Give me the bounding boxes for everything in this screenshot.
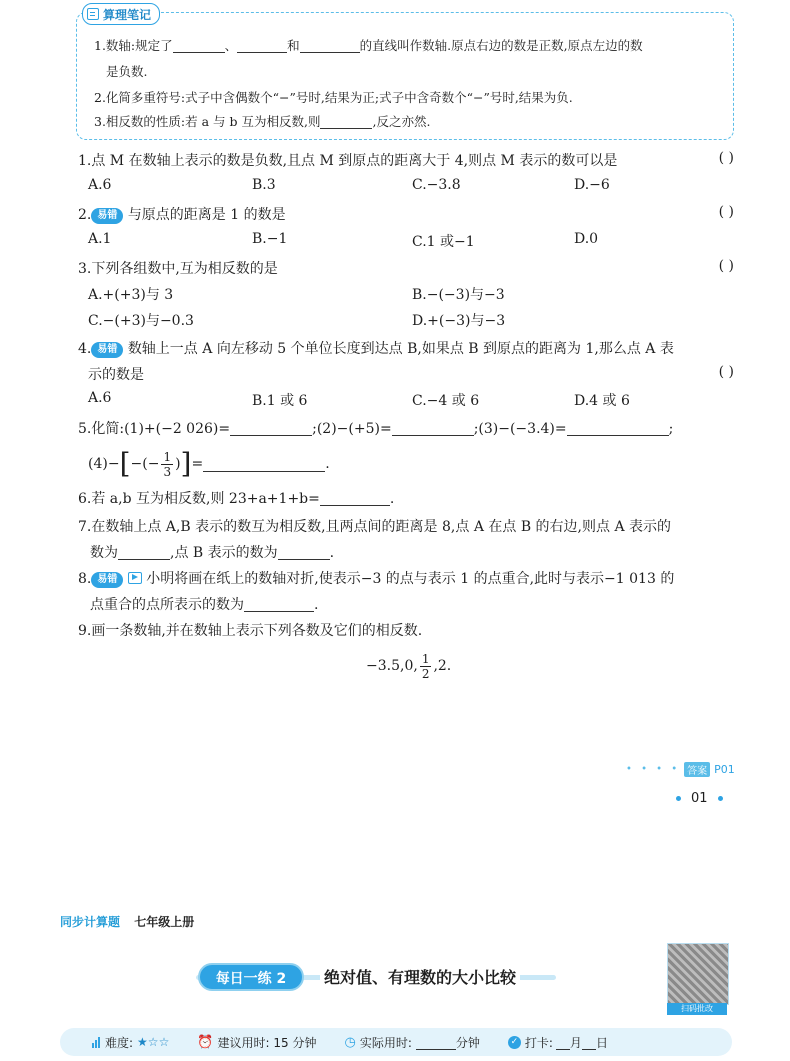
question-5-line-2: (4)− [ −(− $\frac{1}{3}$ ) ] = . bbox=[88, 447, 330, 480]
question-2 bbox=[78, 204, 738, 254]
q7-blank-2[interactable] bbox=[278, 545, 330, 560]
question-1 bbox=[78, 150, 738, 200]
note-icon bbox=[87, 8, 99, 20]
q9-fraction: $\frac{1}{2}$ bbox=[421, 651, 430, 681]
q4-option-d[interactable]: D.4 或 6 bbox=[574, 393, 630, 409]
page-number-row bbox=[676, 791, 723, 806]
answer-page: P01 bbox=[714, 763, 735, 776]
q1-stem: 1.点 M 在数轴上表示的数是负数,且点 M 到原点的距离大于 4,则点 M 表示的数可以是 bbox=[78, 153, 618, 169]
checkin-month: 月 bbox=[569, 1035, 582, 1050]
q4-option-c[interactable]: C.−4 或 6 bbox=[412, 393, 480, 409]
q6-blank[interactable] bbox=[320, 491, 390, 506]
bracket-right: ] bbox=[180, 447, 192, 480]
q5-blank-2[interactable] bbox=[392, 421, 474, 436]
q1-answer-paren[interactable]: ( ) bbox=[718, 150, 734, 166]
question-6: 6.若 a,b 互为相反数,则 23+a+1+b= . bbox=[78, 491, 395, 507]
note-line-1: 1.数轴:规定了 、 和 的直线叫作数轴.原点右边的数是正数,原点左边的数 bbox=[94, 38, 643, 53]
actual-time-input[interactable] bbox=[416, 1035, 456, 1050]
note-line-3: 3.相反数的性质:若 a 与 b 互为相反数,则 ,反之亦然. bbox=[94, 114, 431, 129]
alarm-clock-icon: ⏰ bbox=[197, 1034, 214, 1050]
q4-option-b[interactable]: B.1 或 6 bbox=[252, 393, 308, 409]
q4-number: 4. bbox=[78, 341, 92, 357]
series-header bbox=[60, 913, 194, 930]
actual-time-unit: 分钟 bbox=[455, 1035, 480, 1050]
q3-option-c[interactable]: C.−(+3)与−0.3 bbox=[88, 313, 194, 329]
question-3 bbox=[78, 258, 738, 332]
note-line-1b: 是负数. bbox=[106, 64, 148, 79]
qr-label: 扫码批改 bbox=[667, 1003, 727, 1015]
note-title-tab bbox=[82, 3, 160, 25]
check-icon: ✓ bbox=[508, 1036, 521, 1049]
question-9: 9.画一条数轴,并在数轴上表示下列各数及它们的相反数. bbox=[78, 623, 423, 639]
question-8-line-1: 8. 易错 小明将画在纸上的数轴对折,使表示−3 的点与表示 1 的点重合,此时与表示−1 013 的 bbox=[78, 571, 675, 587]
q9-numbers: −3.5,0, $\frac{1}{2}$ ,2. bbox=[366, 651, 452, 681]
question-7-line-1: 7.在数轴上点 A,B 表示的数互为相反数,且两点间的距离是 8,点 A 在点 B 的右边,则点 A 表示的 bbox=[78, 519, 672, 535]
q1-option-b[interactable]: B.3 bbox=[252, 177, 276, 193]
answer-reference[interactable] bbox=[626, 762, 735, 777]
q7-blank-1[interactable] bbox=[118, 545, 170, 560]
question-5-line-1: 5.化简:(1)+(−2 026)= ;(2)−(+5)= ;(3)−(−3.4)= ; bbox=[78, 421, 674, 437]
q3-stem: 3.下列各组数中,互为相反数的是 bbox=[78, 261, 278, 277]
checkin-label: 打卡: bbox=[524, 1035, 553, 1050]
q8-blank[interactable] bbox=[244, 597, 314, 612]
q4-option-a[interactable]: A.6 bbox=[88, 390, 112, 406]
series-name: 同步计算题 bbox=[60, 915, 121, 929]
q3-answer-paren[interactable]: ( ) bbox=[718, 258, 734, 274]
checkin-month-input[interactable] bbox=[556, 1035, 570, 1050]
lesson-title: 绝对值、有理数的大小比较 bbox=[320, 965, 520, 988]
dot-right bbox=[718, 796, 723, 801]
dot-left bbox=[676, 796, 681, 801]
q4-stem-row bbox=[78, 338, 674, 358]
video-icon[interactable] bbox=[128, 572, 142, 584]
q4-stem-2: 示的数是 bbox=[88, 367, 144, 383]
actual-time-label: 实际用时: bbox=[359, 1035, 412, 1050]
q2-option-c[interactable]: C.1 或−1 bbox=[412, 234, 475, 250]
grade-name: 七年级上册 bbox=[134, 915, 195, 929]
q2-stem-row bbox=[78, 204, 286, 224]
daily-badge: 每日一练 2 bbox=[198, 963, 304, 991]
q4-easy-tag: 易错 bbox=[91, 342, 123, 358]
suggested-time: 建议用时: 15 分钟 bbox=[217, 1035, 317, 1050]
page-number: 01 bbox=[691, 791, 708, 806]
q3-option-d[interactable]: D.+(−3)与−3 bbox=[412, 313, 506, 329]
q5-blank-1[interactable] bbox=[230, 421, 312, 436]
q2-easy-tag: 易错 bbox=[91, 208, 123, 224]
q2-option-d[interactable]: D.0 bbox=[574, 231, 599, 247]
q1-option-a[interactable]: A.6 bbox=[88, 177, 112, 193]
difficulty-icon bbox=[92, 1036, 100, 1048]
q8-number: 8. bbox=[78, 571, 92, 587]
q4-answer-paren[interactable]: ( ) bbox=[718, 364, 734, 380]
difficulty-label: 难度: bbox=[105, 1035, 134, 1050]
q2-stem: 与原点的距离是 1 的数是 bbox=[127, 207, 286, 223]
clock-icon: ◷ bbox=[344, 1034, 356, 1050]
checkin-day: 日 bbox=[595, 1035, 608, 1050]
question-4 bbox=[78, 338, 738, 412]
qr-code[interactable] bbox=[667, 943, 729, 1005]
q2-option-b[interactable]: B.−1 bbox=[252, 231, 288, 247]
question-7-line-2: 数为 ,点 B 表示的数为 . bbox=[90, 545, 335, 561]
q8-easy-tag: 易错 bbox=[91, 572, 123, 588]
q4-stem: 数轴上一点 A 向左移动 5 个单位长度到达点 B,如果点 B 到原点的距离为 1,那么点 A 表 bbox=[127, 341, 674, 357]
info-bar bbox=[60, 1028, 732, 1056]
title-banner bbox=[196, 961, 556, 993]
answer-label: 答案 bbox=[684, 762, 710, 777]
q1-option-c[interactable]: C.−3.8 bbox=[412, 177, 461, 193]
q2-option-a[interactable]: A.1 bbox=[88, 231, 112, 247]
q5-fraction: $\frac{1}{3}$ bbox=[163, 449, 172, 479]
q5-blank-3[interactable] bbox=[567, 421, 669, 436]
note-title: 算理笔记 bbox=[103, 7, 152, 22]
q5-blank-4[interactable] bbox=[203, 457, 325, 472]
checkin-day-input[interactable] bbox=[582, 1035, 596, 1050]
difficulty-stars: ★☆☆ bbox=[137, 1035, 170, 1049]
dots-decoration: • • • • bbox=[626, 764, 681, 775]
note-line-2: 2.化简多重符号:式子中含偶数个“−”号时,结果为正;式子中含奇数个“−”号时,结果为负. bbox=[94, 90, 573, 105]
q3-option-a[interactable]: A.+(+3)与 3 bbox=[88, 287, 174, 303]
q3-option-b[interactable]: B.−(−3)与−3 bbox=[412, 287, 505, 303]
question-8-line-2: 点重合的点所表示的数为 . bbox=[90, 597, 319, 613]
q2-number: 2. bbox=[78, 207, 92, 223]
bracket-left: [ bbox=[119, 447, 131, 480]
q2-answer-paren[interactable]: ( ) bbox=[718, 204, 734, 220]
q1-option-d[interactable]: D.−6 bbox=[574, 177, 610, 193]
